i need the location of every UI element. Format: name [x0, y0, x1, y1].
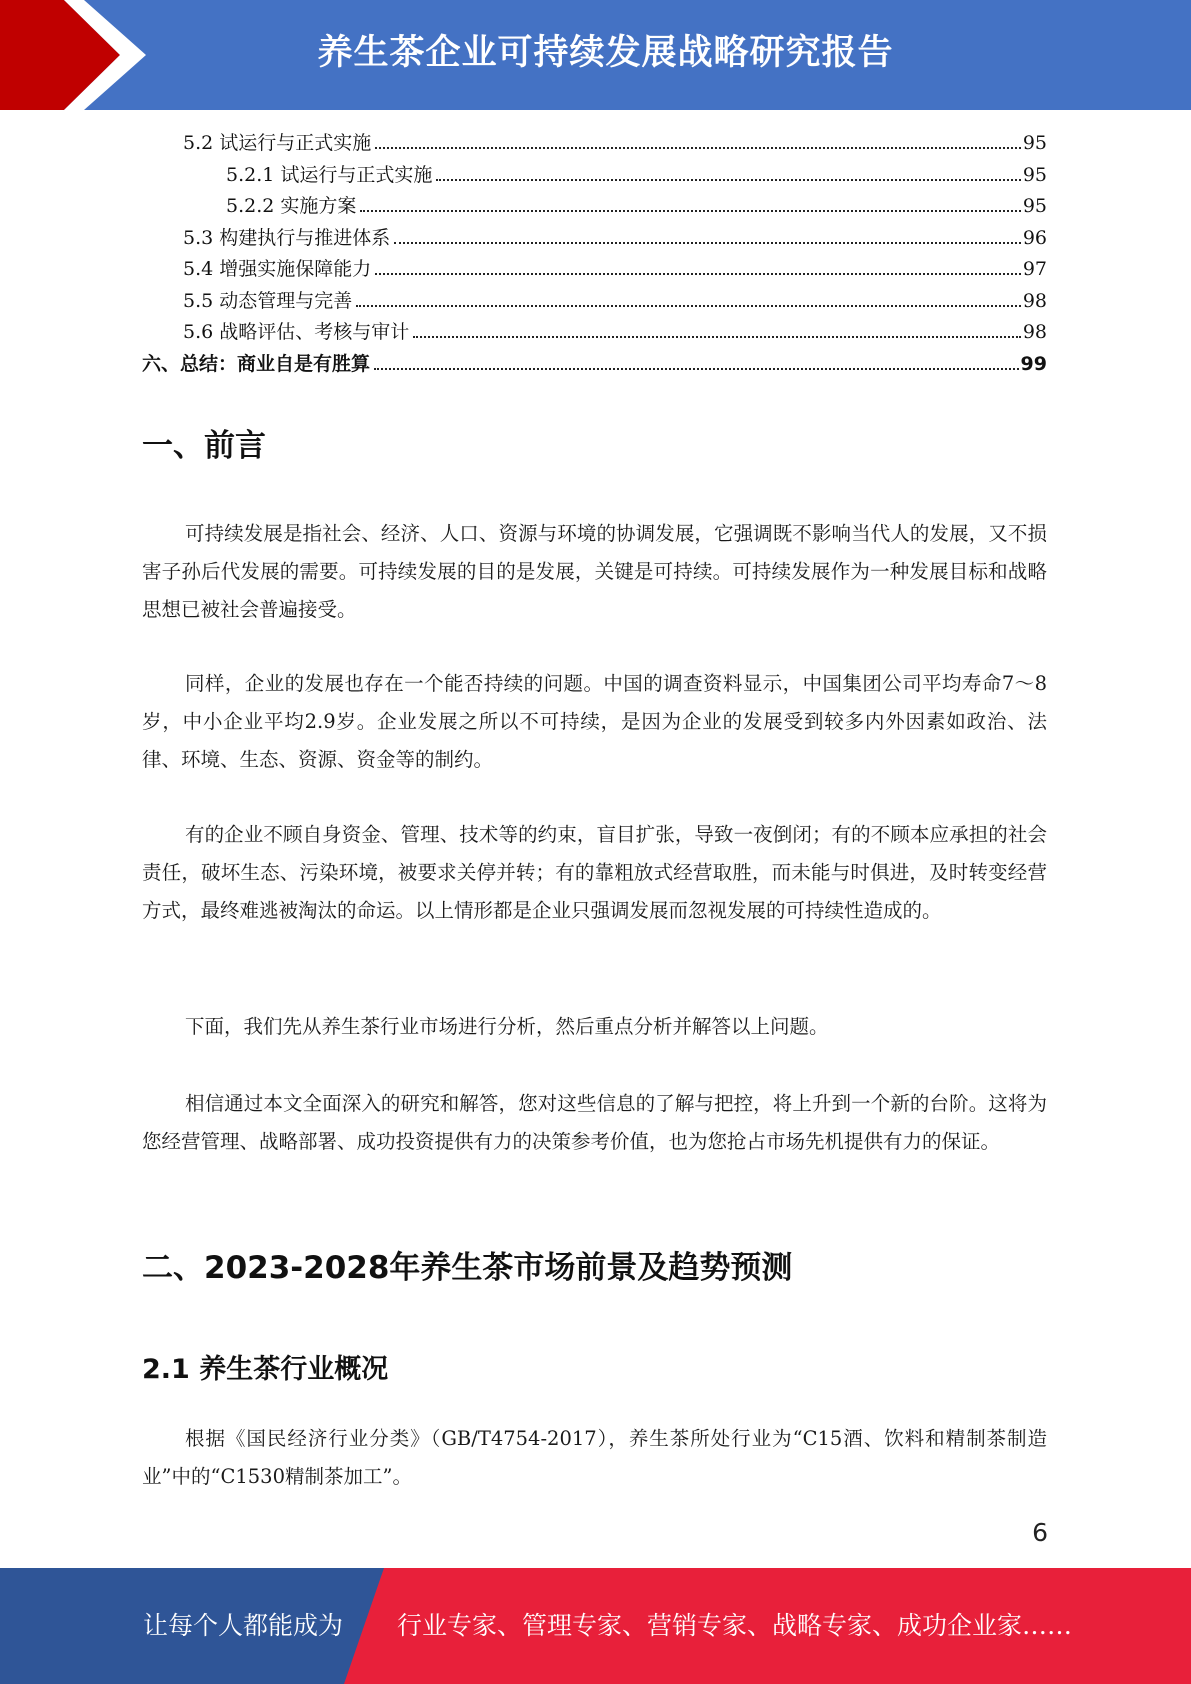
footer-slogan-right: 行业专家、管理专家、营销专家、战略专家、成功企业家……	[397, 1611, 1073, 1640]
toc-entry-label: 5.5 动态管理与完善	[183, 289, 353, 312]
toc-leader-dots	[374, 368, 1019, 370]
toc-entry-label: 5.4 增强实施保障能力	[183, 258, 372, 280]
toc-entry-page: 98	[1022, 289, 1047, 312]
body-paragraph: 下面，我们先从养生茶行业市场进行分析，然后重点分析并解答以上问题。	[185, 1015, 829, 1038]
section-heading-preface: 一、前言	[142, 428, 266, 464]
toc-entry[interactable]	[142, 317, 1047, 349]
subsection-heading-industry-overview: 2.1 养生茶行业概况	[142, 1354, 389, 1385]
body-paragraph: 有的企业不顾自身资金、管理、技术等的约束，盲目扩张，导致一夜倒闭；有的不顾本应承担的社会责任，破坏生态、污染环境，被要求关停并转；有的靠粗放式经营取胜，而未能与时俱进，及时转变经营方式，最终难逃被淘汰的命运。以上情形都是企业只强调发展而忽视发展的可持续性造成的。	[142, 823, 1047, 922]
toc-entry-label: 5.3 构建执行与推进体系	[183, 226, 391, 249]
toc-entry[interactable]	[142, 223, 1047, 255]
body-paragraph: 可持续发展是指社会、经济、人口、资源与环境的协调发展，它强调既不影响当代人的发展，又不损害子孙后代发展的需要。可持续发展的目的是发展，关键是可持续。可持续发展作为一种发展目标和战略思想已被社会普遍接受。	[142, 522, 1047, 621]
toc-leader-dots	[413, 336, 1021, 338]
toc-entry[interactable]	[142, 254, 1047, 286]
body-paragraph: 相信通过本文全面深入的研究和解答，您对这些信息的了解与把控，将上升到一个新的台阶。这将为您经营管理、战略部署、成功投资提供有力的决策参考价值，也为您抢占市场先机提供有力的保证。	[142, 1092, 1047, 1153]
toc-entry-page: 99	[1020, 352, 1047, 375]
toc-entry-label: 5.2 试运行与正式实施	[183, 132, 372, 154]
toc-entry[interactable]	[142, 349, 1047, 381]
header-band	[0, 0, 1191, 110]
toc-entry[interactable]	[142, 160, 1047, 192]
toc-entry-page: 96	[1022, 226, 1047, 249]
toc-entry-label: 5.6 战略评估、考核与审计	[183, 321, 410, 343]
toc-leader-dots	[356, 305, 1021, 307]
toc-leader-dots	[436, 179, 1020, 181]
table-of-contents	[142, 128, 1047, 380]
footer-band	[0, 1568, 1191, 1684]
toc-leader-dots	[394, 242, 1021, 244]
toc-entry[interactable]	[142, 128, 1047, 160]
toc-entry-label: 5.2.2 实施方案	[226, 195, 357, 217]
body-paragraph: 同样，企业的发展也存在一个能否持续的问题。中国的调查资料显示，中国集团公司平均寿命7～8岁，中小企业平均2.9岁。企业发展之所以不可持续，是因为企业的发展受到较多内外因素如政治、法律、环境、生态、资源、资金等的制约。	[142, 672, 1047, 771]
body-paragraph: 根据《国民经济行业分类》（GB/T4754-2017），养生茶所处行业为“C15酒、饮料和精制茶制造业”中的“C1530精制茶加工”。	[142, 1427, 1047, 1488]
toc-leader-dots	[375, 147, 1021, 149]
toc-leader-dots	[375, 273, 1021, 275]
toc-leader-dots	[360, 210, 1020, 212]
toc-entry[interactable]	[142, 191, 1047, 223]
toc-entry-page: 98	[1022, 321, 1047, 343]
toc-entry-page: 95	[1022, 132, 1047, 154]
section-heading-market-outlook: 二、2023-2028年养生茶市场前景及趋势预测	[142, 1250, 793, 1286]
toc-entry[interactable]	[142, 286, 1047, 318]
toc-entry-label: 5.2.1 试运行与正式实施	[226, 163, 433, 186]
page-number: 6	[1032, 1518, 1048, 1547]
toc-entry-page: 95	[1022, 195, 1047, 217]
toc-entry-label: 六、总结：商业自是有胜算	[142, 352, 371, 375]
footer-slogan-left: 让每个人都能成为	[143, 1611, 344, 1640]
toc-entry-page: 97	[1022, 258, 1047, 280]
toc-entry-page: 95	[1022, 163, 1047, 186]
document-title: 养生茶企业可持续发展战略研究报告	[317, 33, 894, 73]
